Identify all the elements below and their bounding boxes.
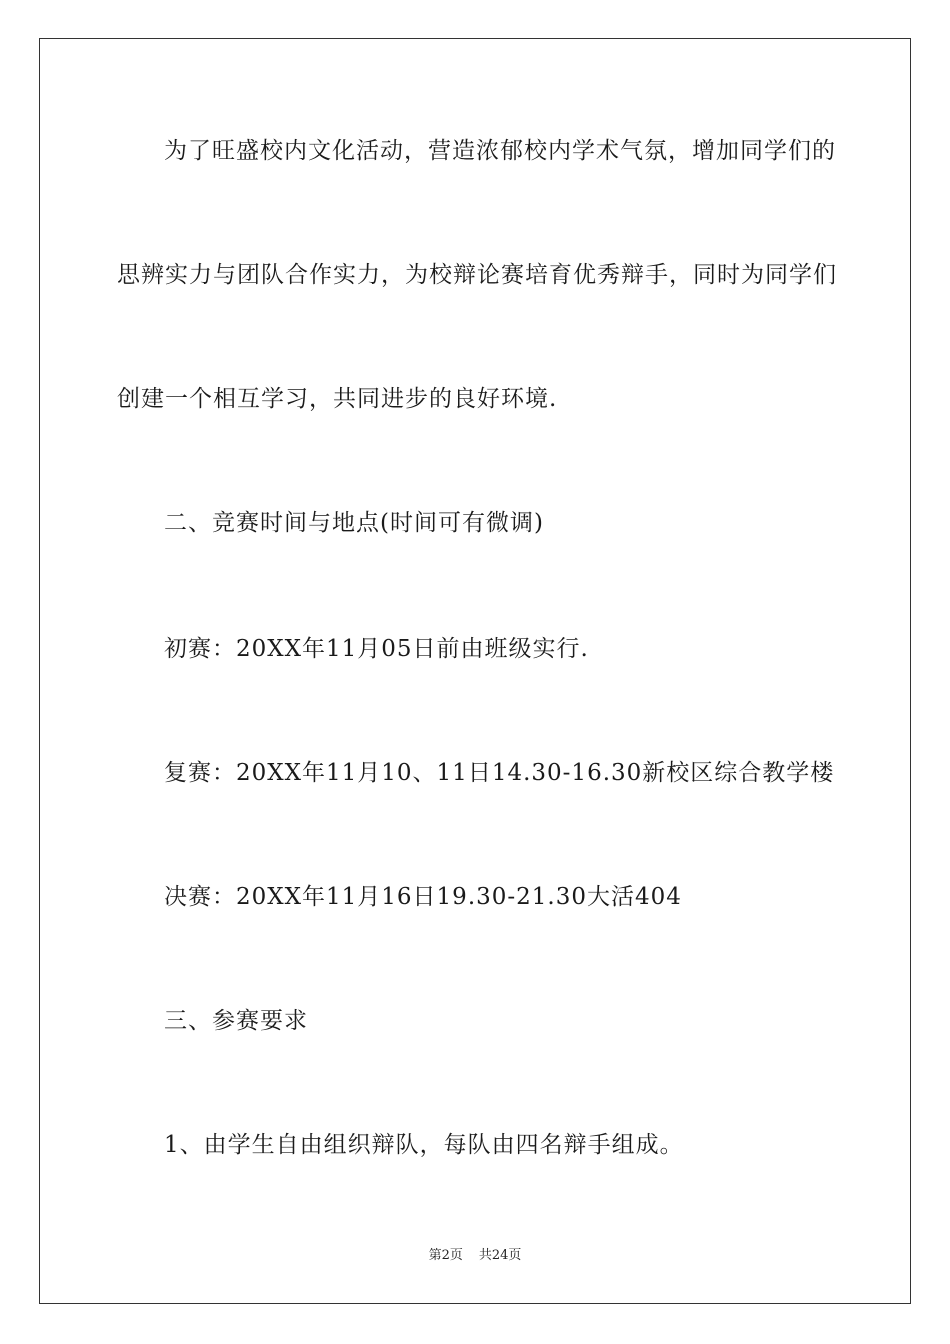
schedule-preliminary: 初赛：20XX年11月05日前由班级实行. [164,636,589,662]
paragraph-line: 创建一个相互学习，共同进步的良好环境. [117,386,558,412]
schedule-semifinal: 复赛：20XX年11月10、11日14.30-16.30新校区综合教学楼 [164,760,835,786]
section-heading: 三、参赛要求 [164,1008,308,1034]
section-heading: 二、竞赛时间与地点(时间可有微调) [164,510,544,536]
requirement-item: 1、由学生自由组织辩队，每队由四名辩手组成。 [164,1132,684,1158]
page-number: 第2页 [428,1248,463,1263]
page-frame [39,38,911,1304]
paragraph-line: 思辨实力与团队合作实力，为校辩论赛培育优秀辩手，同时为同学们 [117,262,837,288]
paragraph-line: 为了旺盛校内文化活动，营造浓郁校内学术气氛，增加同学们的 [164,138,836,164]
page-total: 共24页 [478,1248,522,1263]
page-footer [0,1247,950,1265]
schedule-final: 决赛：20XX年11月16日19.30-21.30大活404 [164,884,682,910]
